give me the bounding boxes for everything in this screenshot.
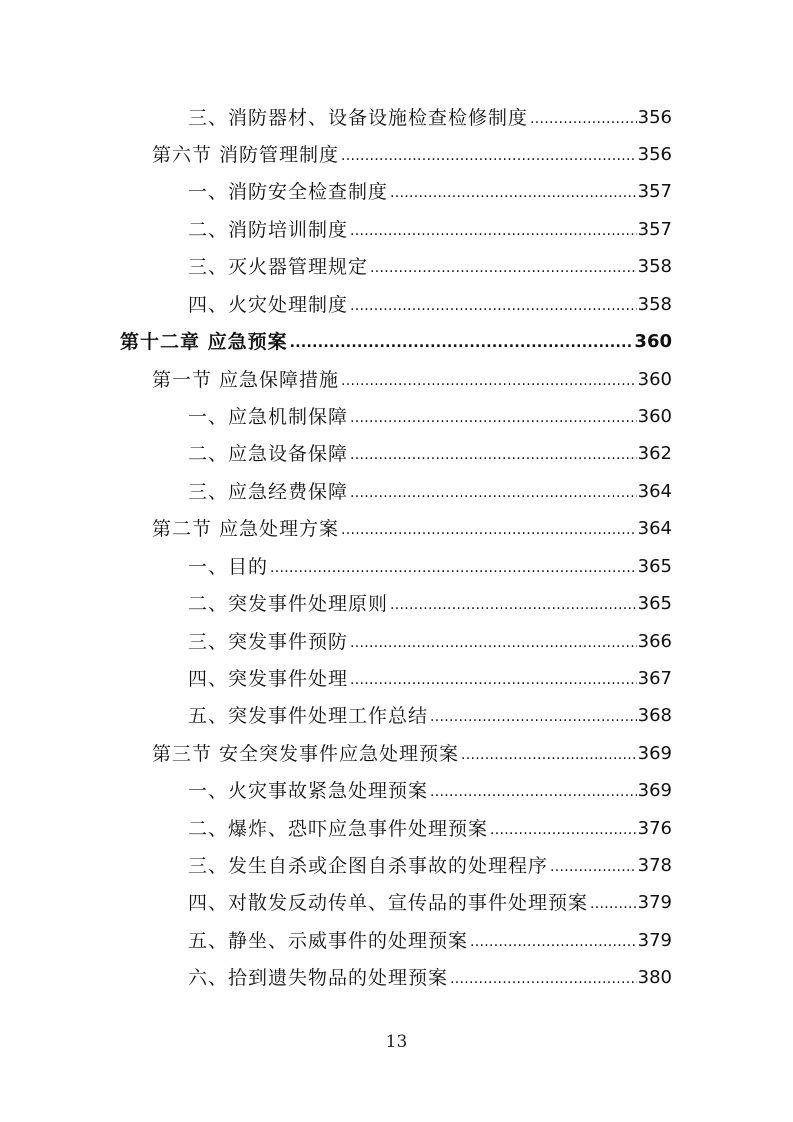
toc-entry-title: 六、拾到遗失物品的处理预案 [188, 967, 449, 989]
toc-entry[interactable] [188, 216, 672, 244]
toc-entry[interactable] [188, 815, 672, 843]
toc-dot-leader [350, 628, 637, 656]
toc-entry-title: 一、目的 [188, 556, 269, 578]
toc-entry-page: 357 [637, 219, 672, 240]
toc-entry-title: 一、应急机制保障 [188, 406, 349, 428]
toc-entry-page: 356 [637, 107, 672, 128]
toc-entry-title: 四、对散发反动传单、宣传品的事件处理预案 [188, 892, 589, 914]
toc-dot-leader [341, 141, 637, 169]
toc-dot-leader [430, 777, 637, 805]
toc-dot-leader [450, 964, 637, 992]
toc-dot-leader [550, 852, 637, 880]
toc-dot-leader [370, 253, 637, 281]
toc-entry[interactable] [188, 253, 672, 281]
toc-entry-title: 四、突发事件处理 [188, 668, 349, 690]
toc-entry-title: 二、爆炸、恐吓应急事件处理预案 [188, 818, 489, 840]
toc-entry-page: 380 [637, 967, 672, 988]
toc-entry[interactable] [188, 440, 672, 468]
toc-entry-page: 379 [637, 930, 672, 951]
toc-entry-title: 三、发生自杀或企图自杀事故的处理程序 [188, 855, 549, 877]
toc-dot-leader [350, 478, 637, 506]
toc-entry-title: 三、应急经费保障 [188, 481, 349, 503]
toc-entry[interactable] [188, 852, 672, 880]
toc-entry-title: 五、突发事件处理工作总结 [188, 705, 429, 727]
toc-entry-title: 第二节 应急处理方案 [152, 518, 340, 540]
toc-entry-title: 三、突发事件预防 [188, 631, 349, 653]
toc-dot-leader [470, 927, 637, 955]
toc-entry-page: 364 [637, 518, 672, 539]
toc-entry-title: 一、消防安全检查制度 [188, 181, 389, 203]
toc-dot-leader [430, 702, 637, 730]
toc-entry-page: 376 [637, 818, 672, 839]
toc-entry-page: 365 [637, 556, 672, 577]
toc-dot-leader [350, 665, 637, 693]
toc-entry[interactable] [188, 927, 672, 955]
toc-entry[interactable] [188, 553, 672, 581]
toc-entry-title: 三、灭火器管理规定 [188, 256, 369, 278]
toc-entry-title: 第六节 消防管理制度 [152, 144, 340, 166]
toc-entry[interactable] [188, 665, 672, 693]
toc-entry-title: 二、突发事件处理原则 [188, 593, 389, 615]
toc-entry-page: 364 [637, 481, 672, 502]
toc-entry-page: 369 [637, 780, 672, 801]
toc-dot-leader [350, 291, 637, 319]
toc-chapter-entry[interactable] [120, 328, 672, 356]
toc-entry-title: 第三节 安全突发事件应急处理预案 [152, 743, 460, 765]
toc-entry-page: 358 [637, 294, 672, 315]
toc-entry-page: 360 [637, 369, 672, 390]
toc-entry-title: 第一节 应急保障措施 [152, 369, 340, 391]
toc-dot-leader [490, 815, 637, 843]
toc-entry-page: 378 [637, 855, 672, 876]
toc-entry-title: 三、消防器材、设备设施检查检修制度 [188, 107, 529, 129]
toc-entry-page: 367 [637, 668, 672, 689]
toc-entry[interactable] [188, 478, 672, 506]
toc-entry-page: 379 [637, 892, 672, 913]
toc-entry[interactable] [188, 889, 672, 917]
toc-entry-page: 358 [637, 256, 672, 277]
toc-entry[interactable] [152, 740, 672, 768]
toc-entry-title: 四、火灾处理制度 [188, 294, 349, 316]
page-number: 13 [385, 1032, 408, 1052]
toc-entry-title: 一、火灾事故紧急处理预案 [188, 780, 429, 802]
toc-entry[interactable] [188, 104, 672, 132]
toc-dot-leader [341, 366, 637, 394]
toc-dot-leader [590, 889, 637, 917]
toc-entry[interactable] [188, 702, 672, 730]
toc-dot-leader [290, 328, 634, 356]
toc-entry-title: 五、静坐、示威事件的处理预案 [188, 930, 469, 952]
toc-entry-page: 362 [637, 443, 672, 464]
toc-dot-leader [390, 590, 637, 618]
toc-entry[interactable] [152, 515, 672, 543]
toc-entry[interactable] [188, 403, 672, 431]
toc-entry-title: 二、消防培训制度 [188, 219, 349, 241]
toc-entry-title: 第十二章 应急预案 [120, 331, 288, 353]
toc-entry[interactable] [188, 964, 672, 992]
toc-dot-leader [530, 104, 637, 132]
toc-dot-leader [350, 403, 637, 431]
toc-entry[interactable] [188, 291, 672, 319]
toc-entry[interactable] [152, 141, 672, 169]
toc-entry-page: 366 [637, 631, 672, 652]
toc-entry-page: 360 [634, 331, 672, 352]
toc-entry[interactable] [188, 628, 672, 656]
toc-entry-page: 365 [637, 593, 672, 614]
toc-entry-page: 368 [637, 705, 672, 726]
toc-entry[interactable] [152, 366, 672, 394]
toc-entry-page: 360 [637, 406, 672, 427]
toc-entry[interactable] [188, 777, 672, 805]
toc-dot-leader [461, 740, 637, 768]
toc-dot-leader [390, 178, 637, 206]
toc-entry-page: 356 [637, 144, 672, 165]
toc-dot-leader [270, 553, 637, 581]
toc-dot-leader [341, 515, 637, 543]
toc-dot-leader [350, 440, 637, 468]
toc-dot-leader [350, 216, 637, 244]
toc-entry-page: 369 [637, 743, 672, 764]
toc-entry-title: 二、应急设备保障 [188, 443, 349, 465]
toc-entry-page: 357 [637, 181, 672, 202]
toc-entry[interactable] [188, 178, 672, 206]
toc-entry[interactable] [188, 590, 672, 618]
